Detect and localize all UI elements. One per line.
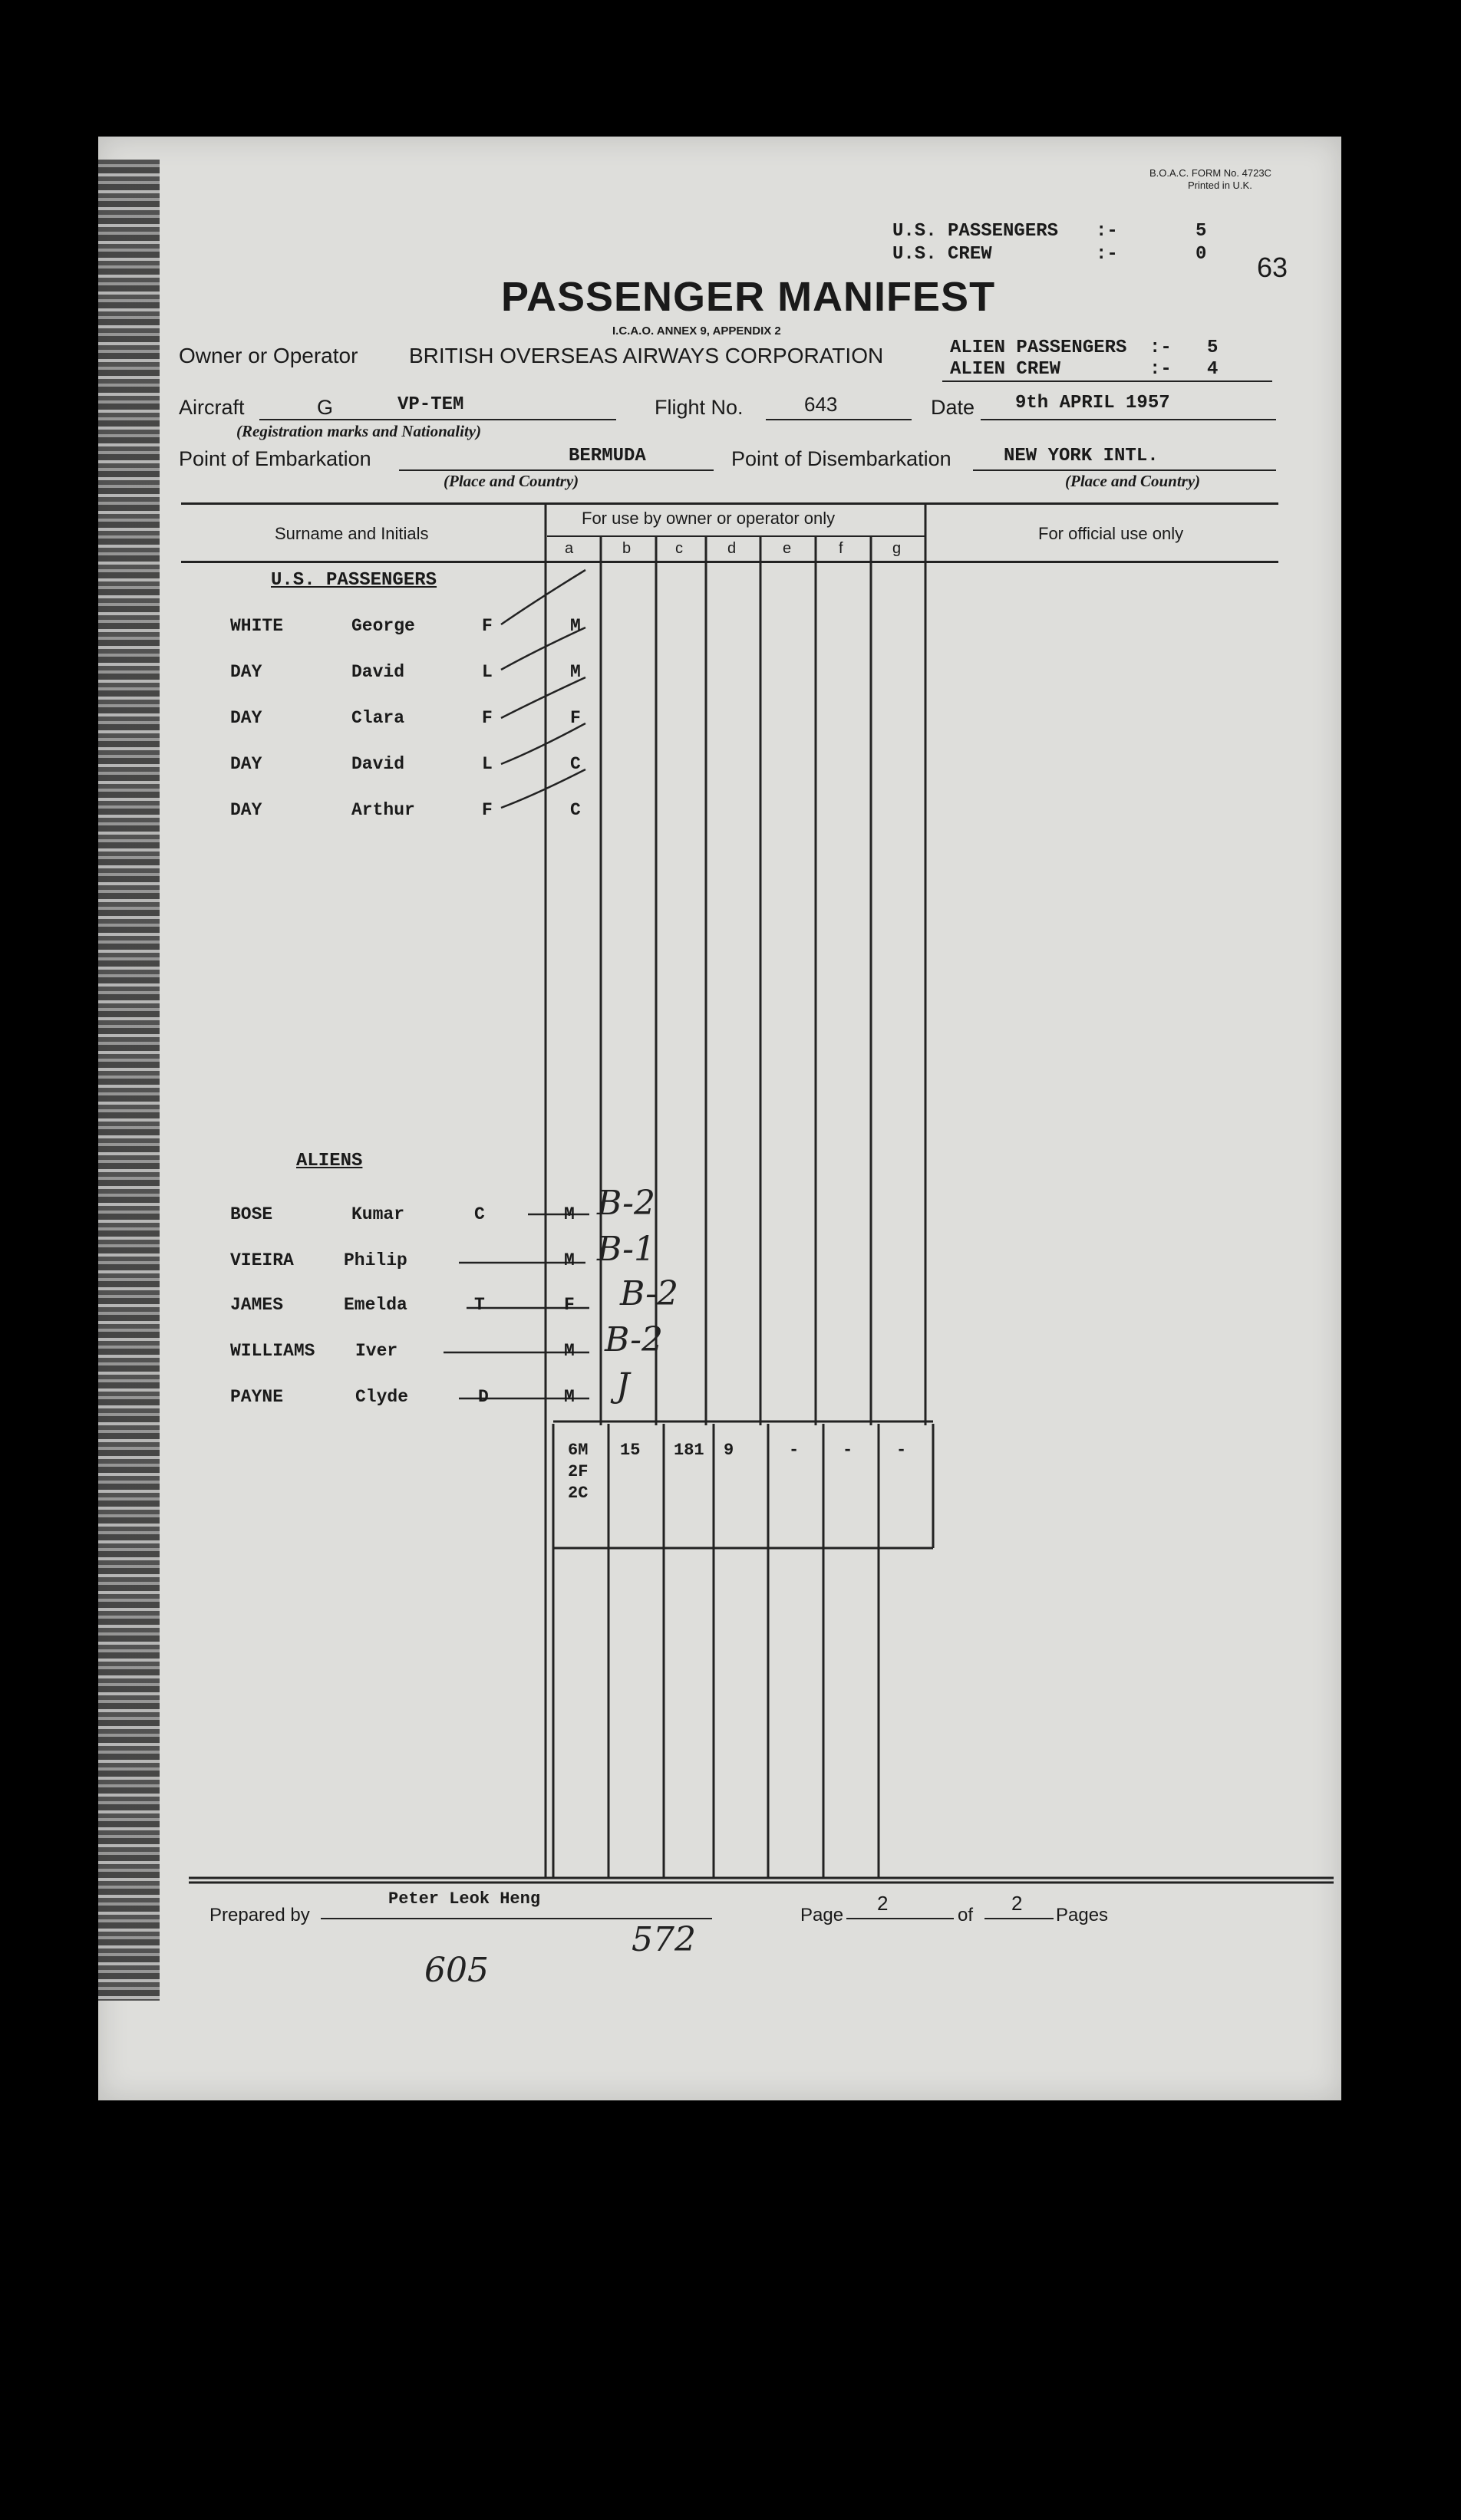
first-name: Iver bbox=[355, 1341, 398, 1361]
total-a-child: 2C bbox=[568, 1484, 589, 1503]
disembark-value: NEW YORK INTL. bbox=[1004, 446, 1159, 466]
first-name: Kumar bbox=[351, 1204, 405, 1224]
initial: L bbox=[482, 754, 493, 774]
visa-note: B-2 bbox=[605, 1320, 664, 1359]
aircraft-value: VP-TEM bbox=[397, 394, 464, 415]
total-b: 15 bbox=[620, 1441, 641, 1460]
us-crew-value: 0 bbox=[1196, 244, 1207, 265]
first-name: David bbox=[351, 754, 405, 774]
alien-pass-value: 5 bbox=[1207, 338, 1219, 358]
col-header-owner: For use by owner or operator only bbox=[582, 509, 836, 528]
subcol-e: e bbox=[783, 540, 792, 557]
pages-label: Pages bbox=[1056, 1905, 1109, 1925]
page-title: PASSENGER MANIFEST bbox=[501, 274, 996, 320]
visa-note: B-2 bbox=[620, 1274, 679, 1313]
visa-note: J bbox=[616, 1366, 630, 1405]
prepared-label: Prepared by bbox=[209, 1905, 310, 1925]
initial: F bbox=[482, 800, 493, 820]
total-e: - bbox=[789, 1441, 800, 1460]
total-g: - bbox=[896, 1441, 907, 1460]
subcol-f: f bbox=[839, 540, 843, 557]
col-a: F bbox=[564, 1295, 575, 1315]
owner-value: BRITISH OVERSEAS AIRWAYS CORPORATION bbox=[409, 344, 884, 367]
initial: T bbox=[474, 1295, 485, 1315]
surname: WILLIAMS bbox=[230, 1341, 315, 1361]
alien-crew-value: 4 bbox=[1207, 359, 1219, 380]
surname: BOSE bbox=[230, 1204, 273, 1224]
total-f: - bbox=[843, 1441, 853, 1460]
page-label: Page bbox=[800, 1905, 844, 1925]
alien-crew-sep: :- bbox=[1149, 359, 1172, 380]
page-subtitle: I.C.A.O. ANNEX 9, APPENDIX 2 bbox=[612, 324, 781, 338]
total-d: 9 bbox=[724, 1441, 734, 1460]
subcol-g: g bbox=[892, 540, 902, 557]
col-a: C bbox=[570, 800, 581, 820]
surname: DAY bbox=[230, 662, 262, 682]
col-header-official: For official use only bbox=[1038, 524, 1184, 543]
initial: F bbox=[482, 708, 493, 728]
surname: WHITE bbox=[230, 616, 284, 636]
flight-label: Flight No. bbox=[655, 396, 744, 419]
total-a-male: 6M bbox=[568, 1441, 589, 1460]
page-rule bbox=[846, 1918, 954, 1919]
us-heading: U.S. PASSENGERS bbox=[271, 570, 437, 591]
handwritten-572: 572 bbox=[632, 1920, 696, 1959]
us-pass-value: 5 bbox=[1196, 221, 1207, 242]
us-crew-sep: :- bbox=[1096, 244, 1118, 265]
table-grid bbox=[98, 137, 1341, 2100]
total-a-female: 2F bbox=[568, 1462, 589, 1481]
col-a: M bbox=[564, 1250, 575, 1270]
col-a: M bbox=[564, 1341, 575, 1361]
subcol-d: d bbox=[727, 540, 737, 557]
us-crew-label: U.S. CREW bbox=[892, 244, 992, 265]
handwritten-605: 605 bbox=[424, 1951, 489, 1990]
alien-heading: ALIENS bbox=[296, 1151, 363, 1171]
surname: DAY bbox=[230, 754, 262, 774]
embark-value: BERMUDA bbox=[569, 446, 646, 466]
surname: DAY bbox=[230, 800, 262, 820]
flight-value: 643 bbox=[804, 393, 838, 416]
disembark-label: Point of Disembarkation bbox=[731, 447, 951, 470]
total-c: 181 bbox=[674, 1441, 704, 1460]
col-a: C bbox=[570, 754, 581, 774]
first-name: David bbox=[351, 662, 405, 682]
alien-crew-label: ALIEN CREW bbox=[950, 359, 1061, 380]
visa-note: B-1 bbox=[597, 1230, 656, 1269]
first-name: Clyde bbox=[355, 1387, 409, 1407]
surname: VIEIRA bbox=[230, 1250, 294, 1270]
initial: F bbox=[482, 616, 493, 636]
aircraft-label: Aircraft bbox=[179, 396, 245, 419]
initial: L bbox=[482, 662, 493, 682]
of-label: of bbox=[958, 1905, 974, 1925]
surname: PAYNE bbox=[230, 1387, 284, 1407]
manifest-sheet bbox=[98, 137, 1341, 2100]
first-name: Emelda bbox=[344, 1295, 407, 1315]
col-a: F bbox=[570, 708, 581, 728]
aircraft-note: (Registration marks and Nationality) bbox=[236, 422, 482, 440]
col-header-names: Surname and Initials bbox=[275, 524, 429, 543]
first-name: Arthur bbox=[351, 800, 415, 820]
us-pass-sep: :- bbox=[1096, 221, 1118, 242]
form-ref: B.O.A.C. FORM No. 4723C bbox=[1149, 167, 1271, 179]
page-value: 2 bbox=[877, 1892, 889, 1915]
of-rule bbox=[984, 1918, 1054, 1919]
col-a: M bbox=[570, 662, 581, 682]
prepared-rule bbox=[321, 1918, 712, 1919]
subcol-a: a bbox=[565, 540, 574, 557]
first-name: Clara bbox=[351, 708, 405, 728]
prepared-value: Peter Leok Heng bbox=[388, 1889, 541, 1909]
embark-note: (Place and Country) bbox=[444, 472, 579, 490]
initial: C bbox=[474, 1204, 485, 1224]
date-value: 9th APRIL 1957 bbox=[1015, 393, 1170, 413]
aircraft-prefix: G bbox=[317, 396, 334, 419]
col-a: M bbox=[564, 1204, 575, 1224]
disembark-note: (Place and Country) bbox=[1065, 472, 1201, 490]
first-name: George bbox=[351, 616, 415, 636]
form-ref-print: Printed in U.K. bbox=[1188, 180, 1252, 191]
surname: JAMES bbox=[230, 1295, 284, 1315]
initial: D bbox=[478, 1387, 489, 1407]
alien-pass-label: ALIEN PASSENGERS bbox=[950, 338, 1127, 358]
page-number: 63 bbox=[1257, 252, 1288, 283]
first-name: Philip bbox=[344, 1250, 407, 1270]
surname: DAY bbox=[230, 708, 262, 728]
subcol-c: c bbox=[675, 540, 683, 557]
date-label: Date bbox=[931, 396, 975, 419]
owner-label: Owner or Operator bbox=[179, 344, 358, 367]
embark-label: Point of Embarkation bbox=[179, 447, 371, 470]
visa-note: B-2 bbox=[597, 1184, 656, 1223]
of-value: 2 bbox=[1011, 1892, 1023, 1915]
us-pass-label: U.S. PASSENGERS bbox=[892, 221, 1059, 242]
subcol-b: b bbox=[622, 540, 632, 557]
col-a: M bbox=[564, 1387, 575, 1407]
col-a: M bbox=[570, 616, 581, 636]
alien-pass-sep: :- bbox=[1149, 338, 1172, 358]
